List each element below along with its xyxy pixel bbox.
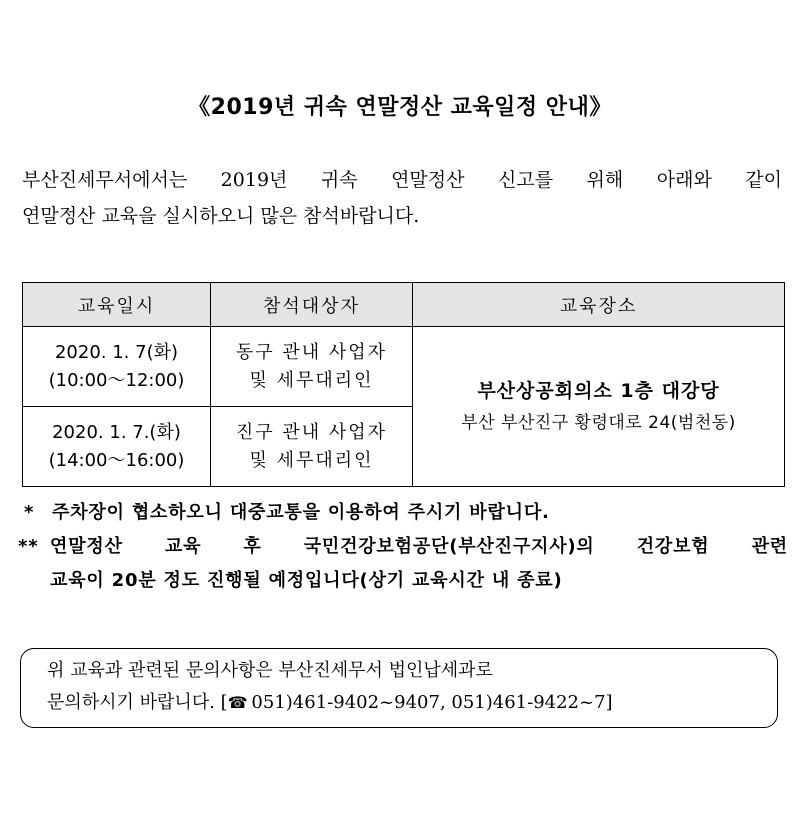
venue-address: 부산 부산진구 황령대로 24(범천동)	[461, 412, 736, 433]
contact-prefix: 문의하시기 바랍니다. [	[47, 692, 228, 713]
datetime-cell	[23, 327, 211, 407]
note-text: 주차장이 협소하오니 대중교통을 이용하여 주시기 바랍니다.	[52, 502, 550, 523]
target-cell	[211, 327, 413, 407]
intro-line: 부산진세무서에서는 2019년 귀속 연말정산 신고를 위해 아래와 같이	[22, 169, 782, 191]
contact-box	[20, 648, 778, 728]
table-header-row	[23, 283, 785, 327]
page-title: 《2019년 귀속 연말정산 교육일정 안내》	[188, 95, 612, 120]
intro-paragraph	[22, 162, 782, 234]
target-cell	[211, 407, 413, 487]
session-time: (10:00～12:00)	[48, 369, 185, 391]
column-header-datetime: 교육일시	[23, 283, 211, 327]
column-header-venue: 교육장소	[413, 283, 785, 327]
note-marker: *	[24, 502, 35, 523]
datetime-cell	[23, 407, 211, 487]
note-marker: **	[18, 536, 39, 557]
telephone-icon: ☎	[227, 693, 248, 712]
note-text: 연말정산 교육 후 국민건강보험공단(부산진구지사)의 건강보험 관련	[50, 536, 788, 557]
target-line: 진구 관내 사업자	[235, 421, 388, 443]
session-date: 2020. 1. 7(화)	[54, 341, 179, 363]
contact-line	[47, 687, 777, 719]
contact-phones: 051)461-9402~9407, 051)461-9422~7]	[251, 692, 613, 713]
notes-section	[18, 496, 788, 598]
target-line: 및 세무대리인	[249, 449, 374, 471]
column-header-target: 참석대상자	[211, 283, 413, 327]
note-item	[18, 530, 788, 598]
venue-cell	[413, 327, 785, 487]
session-date: 2020. 1. 7.(화)	[52, 421, 181, 443]
schedule-table	[22, 282, 785, 487]
target-line: 동구 관내 사업자	[235, 341, 388, 363]
contact-line: 위 교육과 관련된 문의사항은 부산진세무서 법인납세과로	[47, 660, 493, 681]
intro-line: 연말정산 교육을 실시하오니 많은 참석바랍니다.	[22, 205, 420, 227]
note-text: 교육이 20분 정도 진행될 예정입니다(상기 교육시간 내 종료)	[50, 570, 563, 591]
note-item	[18, 496, 788, 530]
table-row	[23, 327, 785, 407]
target-line: 및 세무대리인	[249, 369, 374, 391]
session-time: (14:00～16:00)	[48, 449, 185, 471]
venue-name: 부산상공회의소 1층 대강당	[477, 379, 720, 402]
